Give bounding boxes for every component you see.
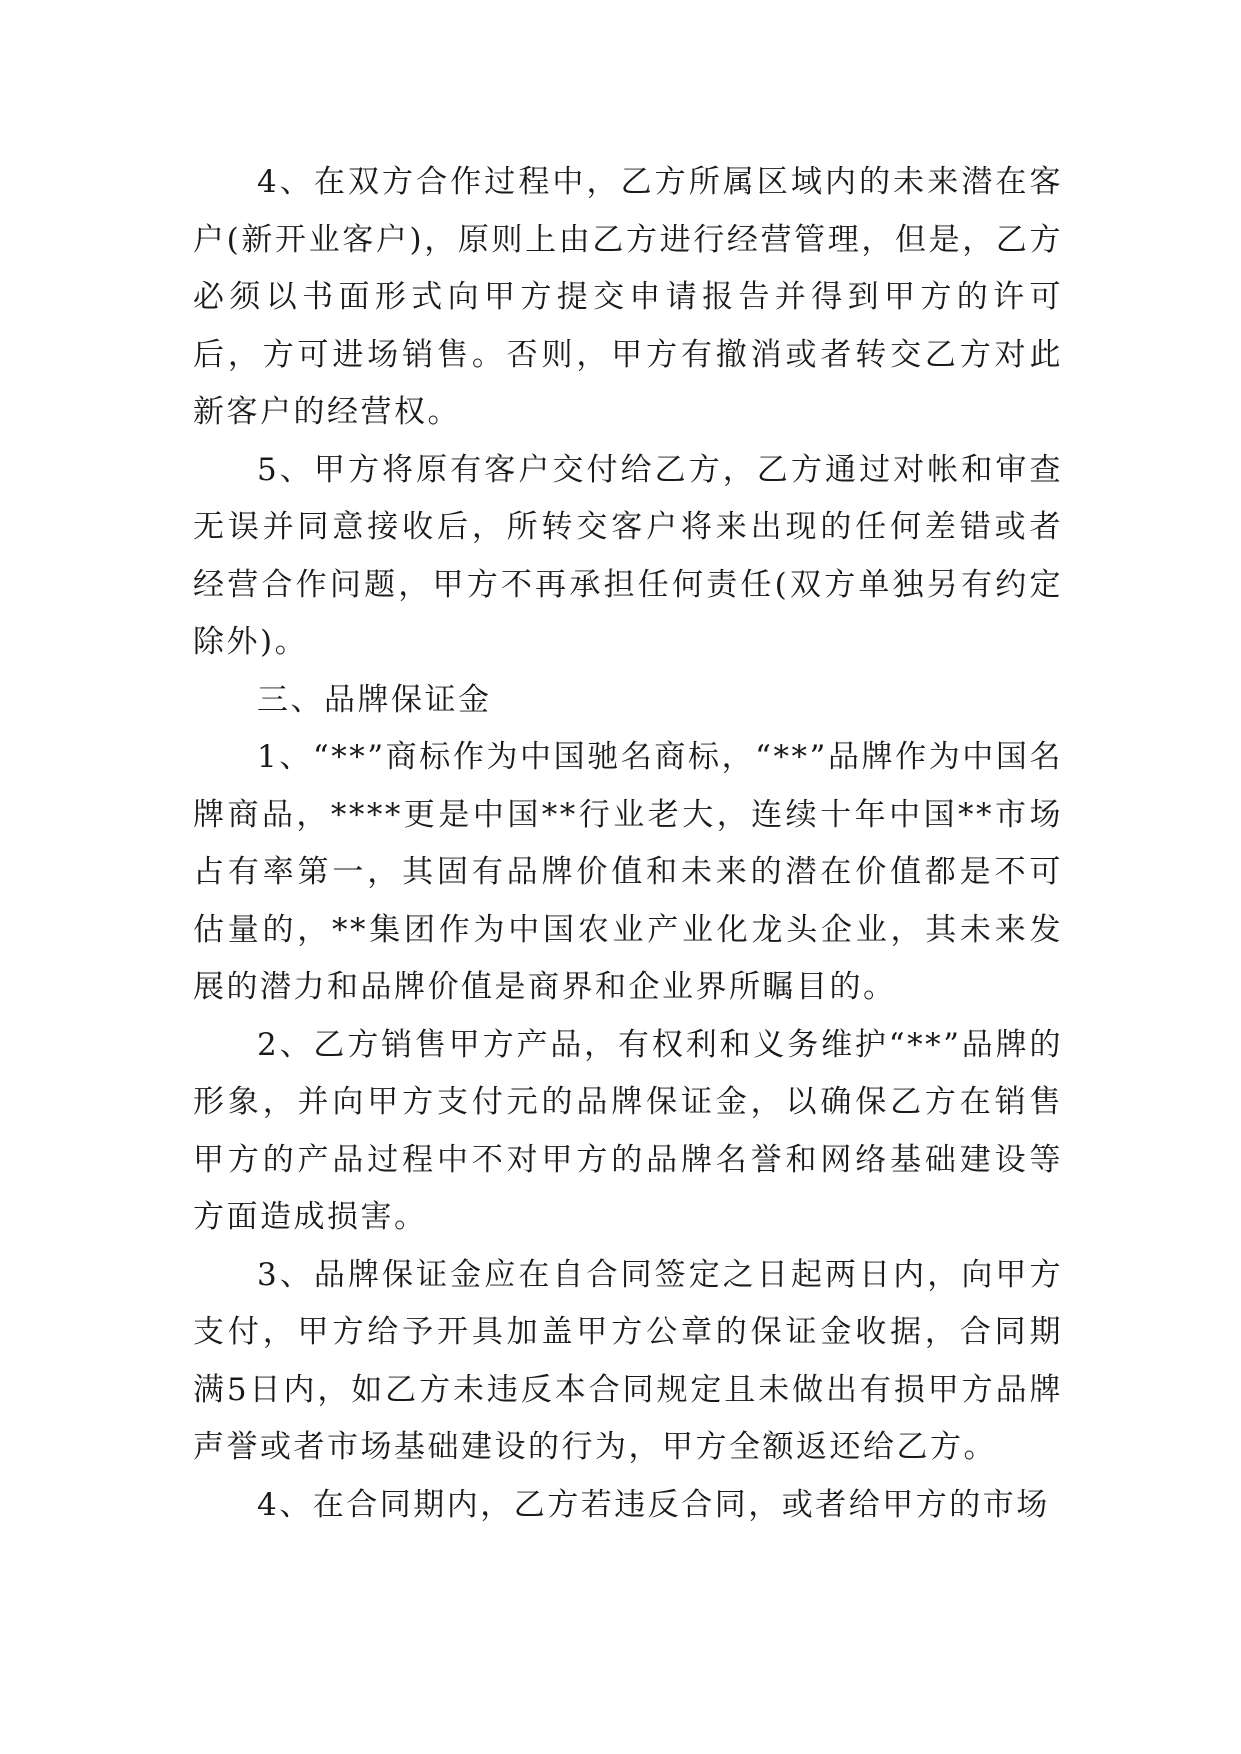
paragraph-customer-handover: 5、甲方将原有客户交付给乙方，乙方通过对帐和审查无误并同意接收后，所转交客户将来出现的任何差错或者经营合作问题，甲方不再承担任何责任(双方单独另有约定除外)。 [193, 451, 1063, 660]
paragraph-brand-value: 1、“**”商标作为中国驰名商标，“**”品牌作为中国名牌商品，****更是中国**行业老大，连续十年中国**市场占有率第一，其固有品牌价值和未来的潜在价值都是不可估量的，**集团作为中国农业产业化龙头企业，其未来发展的潜力和品牌价值是商界和企业界所瞩目的。 [193, 739, 1063, 1005]
paragraph-new-customer-management: 4、在双方合作过程中，乙方所属区域内的未来潜在客户(新开业客户)，原则上由乙方进行经营管理，但是，乙方必须以书面形式向甲方提交申请报告并得到甲方的许可后，方可进场销售。否则，甲方有撤消或者转交乙方对此新客户的经营权。 [193, 164, 1063, 430]
paragraph-deposit-refund: 3、品牌保证金应在自合同签定之日起两日内，向甲方支付，甲方给予开具加盖甲方公章的保证金收据，合同期满5日内，如乙方未违反本合同规定且未做出有损甲方品牌声誉或者市场基础建设的行为，甲方全额返还给乙方。 [193, 1256, 1063, 1465]
paragraph-deposit-payment: 2、乙方销售甲方产品，有权利和义务维护“**”品牌的形象，并向甲方支付元的品牌保证金，以确保乙方在销售甲方的产品过程中不对甲方的品牌名誉和网络基础建设等方面造成损害。 [193, 1026, 1063, 1235]
section-heading-brand-deposit: 三、品牌保证金 [257, 681, 492, 718]
paragraph-contract-violation: 4、在合同期内，乙方若违反合同，或者给甲方的市场 [257, 1486, 1050, 1523]
document-body [193, 154, 1063, 1534]
